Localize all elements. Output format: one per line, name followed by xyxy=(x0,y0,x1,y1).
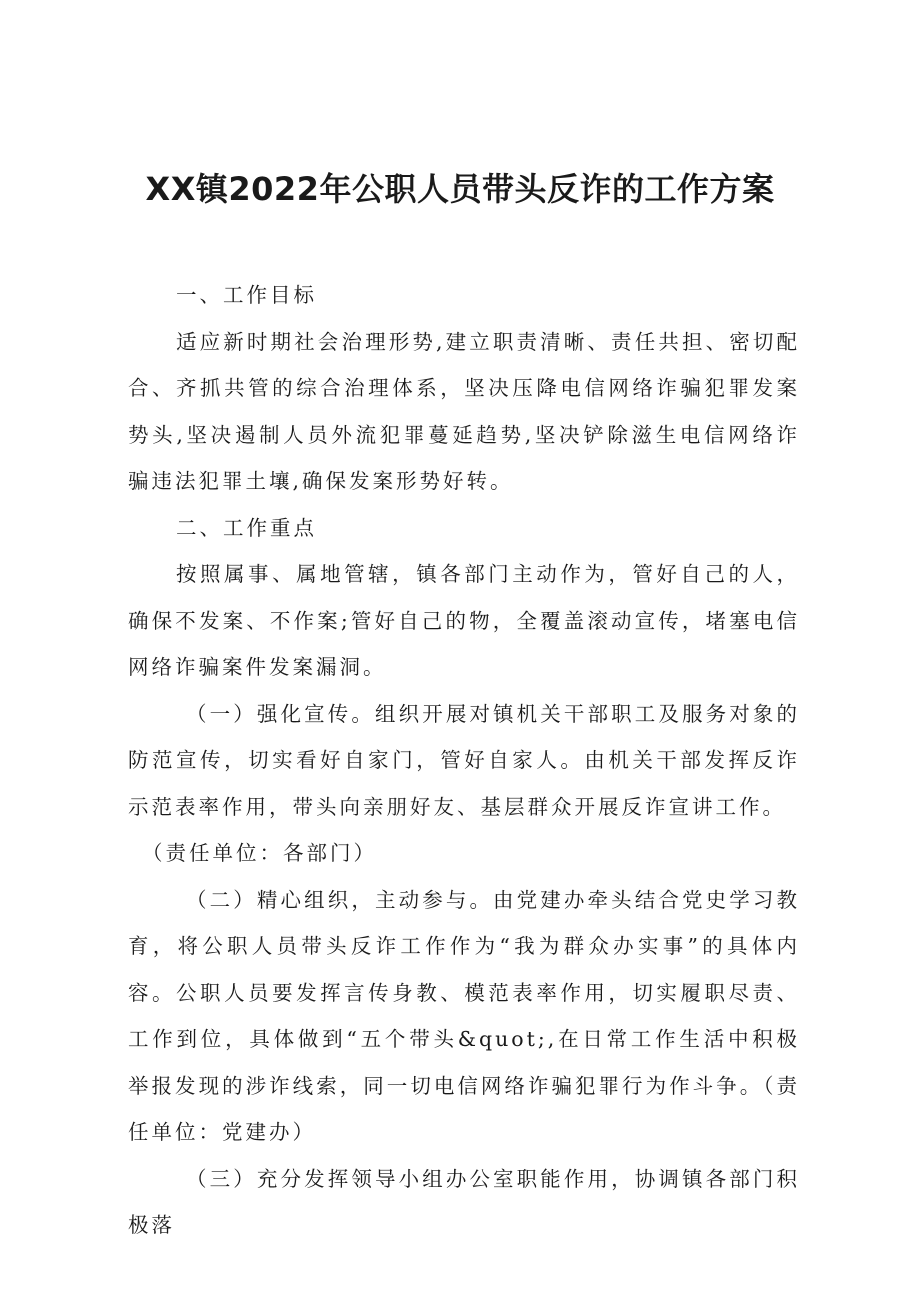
paragraph-item-2: （二）精心组织，主动参与。由党建办牵头结合党史学习教育，将公职人员带头反诈工作作为“我为群众办实事”的具体内容。公职人员要发挥言传身教、模范表率作用，切实履职尽责、工作到位，具体做到“五个带头&quot;,在日常工作生活中积极举报发现的涉诈线索，同一切电信网络诈骗犯罪行为作斗争。（责任单位：党建办） xyxy=(128,887,800,1144)
paragraph-item-1: （一）强化宣传。组织开展对镇机关干部职工及服务对象的防范宣传，切实看好自家门，管好自家人。由机关干部发挥反诈示范表率作用，带头向亲朋好友、基层群众开展反诈宣讲工作。 xyxy=(128,701,800,819)
document-title: XX镇2022年公职人员带头反诈的工作方案 xyxy=(145,170,775,208)
paragraph-focus: 按照属事、属地管辖，镇各部门主动作为，管好自己的人，确保不发案、不作案;管好自己的物，全覆盖滚动宣传，堵塞电信网络诈骗案件发案漏洞。 xyxy=(128,562,800,679)
paragraph-goals: 适应新时期社会治理形势,建立职责清晰、责任共担、密切配合、齐抓共管的综合治理体系，坚决压降电信网络诈骗犯罪发案势头,坚决遏制人员外流犯罪蔓延趋势,坚决铲除滋生电信网络诈骗违法犯罪土壤,确保发案形势好转。 xyxy=(128,329,800,493)
document-body xyxy=(128,272,800,1249)
section-heading-focus: 二、工作重点 xyxy=(176,515,317,540)
paragraph-item-3: （三）充分发挥领导小组办公室职能作用，协调镇各部门积极落 xyxy=(128,1166,800,1237)
responsible-unit-note: （责任单位：各部门） xyxy=(142,841,377,865)
section-heading-goals: 一、工作目标 xyxy=(176,283,317,307)
